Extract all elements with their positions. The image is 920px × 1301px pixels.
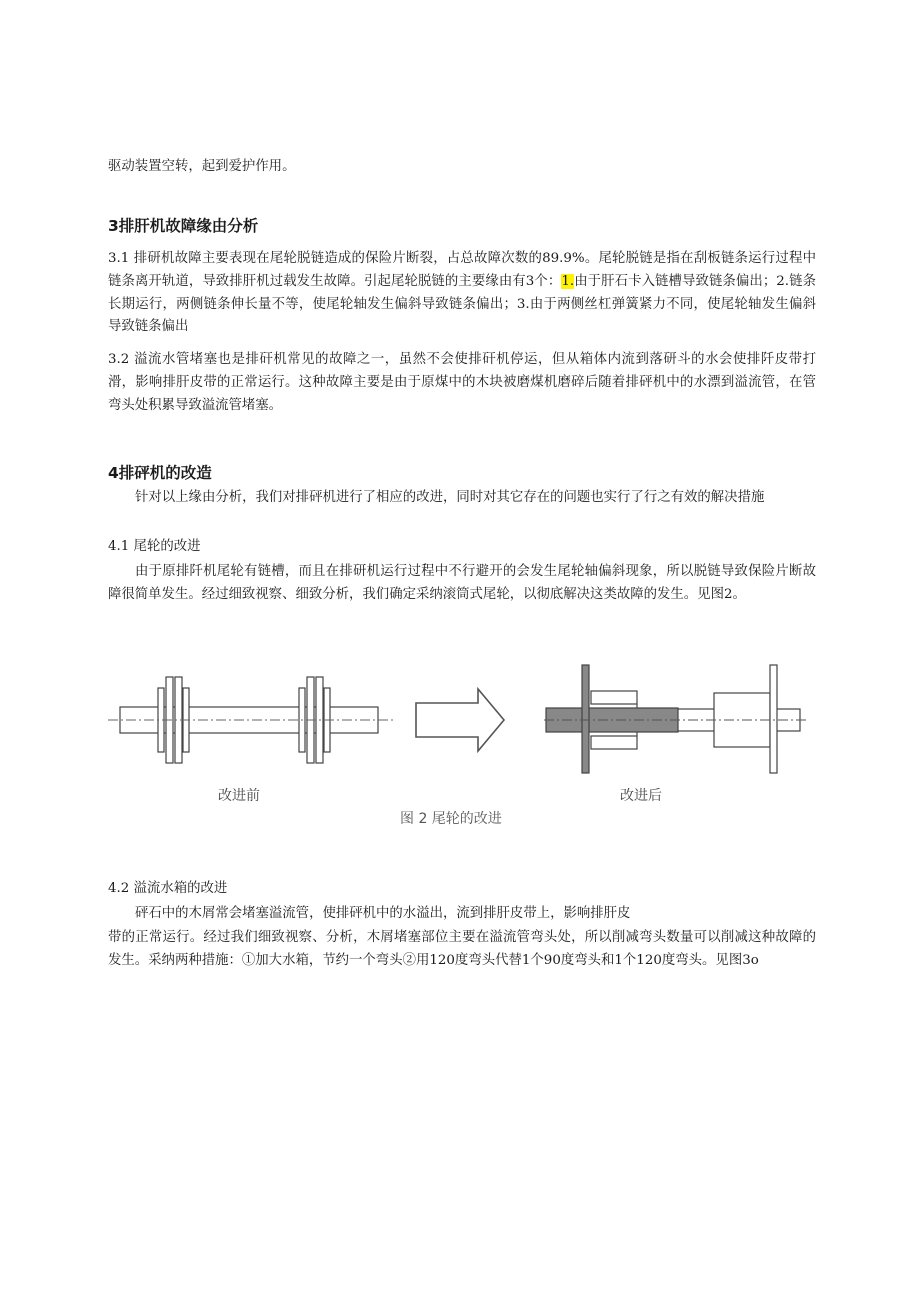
diagram-after <box>544 665 808 773</box>
paragraph-3-2: 3.2 溢流水管堵塞也是排矸机常见的故障之一，虽然不会使排矸机停运，但从箱体内流到落研斗的水会使排阡皮带打滑，影响排肝皮带的正常运行。这种故障主要是由于原煤中的木块被磨煤机磨碎后随着排砰机中的水漂到溢流管，在管弯头处积累导致溢流管堵塞。 <box>108 352 816 413</box>
section-4-heading: 4排砰机的改造 <box>108 464 212 482</box>
subsection-4-2-line1: 砰石中的木屑常会堵塞溢流管，使排砰机中的水溢出，流到排肝皮带上，影响排肝皮 <box>135 906 631 921</box>
figure-tail-wheel-improvement <box>108 655 820 837</box>
subsection-4-1-body: 由于原排阡机尾轮有链槽，而且在排研机运行过程中不行避开的会发生尾轮轴偏斜现象，所以脱链导致保险片断故障很简单发生。经过细致视察、细致分析，我们确定采纳滚筒式尾轮，以彻底解决这类故障的发生。见图2。 <box>108 564 816 602</box>
subsection-4-2-heading: 4.2 溢流水箱的改进 <box>108 881 228 896</box>
section-4-intro: 针对以上缘由分析，我们对排砰机进行了相应的改进，同时对其它存在的问题也实行了行之有效的解决措施 <box>135 490 765 505</box>
section-3-heading: 3排肝机故障缘由分析 <box>108 217 259 235</box>
diagram-before <box>108 677 393 763</box>
label-before: 改进前 <box>218 788 260 804</box>
label-after: 改进后 <box>620 788 662 804</box>
paragraph-3-1-part-a: 3.1 排研机故障主要表现在尾轮脱链造成的保险片断裂，占总故障次数的89.9%。尾轮脱链是指在刮板链条运行过程中链条离开轨道，导致排肝机过载发生故障。引起尾轮脱链的主要缘由有3个： <box>108 251 816 289</box>
subsection-4-1-heading: 4.1 尾轮的改进 <box>108 539 201 554</box>
highlighted-number: 1. <box>561 273 575 289</box>
paragraph-3-1 <box>108 248 816 339</box>
figure-caption: 图 2 尾轮的改进 <box>400 811 502 827</box>
intro-line: 驱动装置空转，起到爱护作用。 <box>108 159 296 174</box>
subsection-4-2-body: 带的正常运行。经过我们细致视察、分析，木屑堵塞部位主要在溢流管弯头处，所以削减弯头数量可以削减这种故障的发生。采纳两种措施：①加大水箱，节约一个弯头②用120度弯头代替1个90度弯头和1个120度弯头。见图3o <box>108 930 816 968</box>
paragraph-3-1-part-b: 由于肝石卡入链槽导致链条偏出；2.链条长期运行，两侧链条伸长量不等，使尾轮轴发生偏斜导致链条偏出；3.由于两侧丝杠弹簧紧力不同，使尾轮轴发生偏斜导致链条偏出 <box>108 273 816 335</box>
arrow-right-icon <box>416 689 504 751</box>
